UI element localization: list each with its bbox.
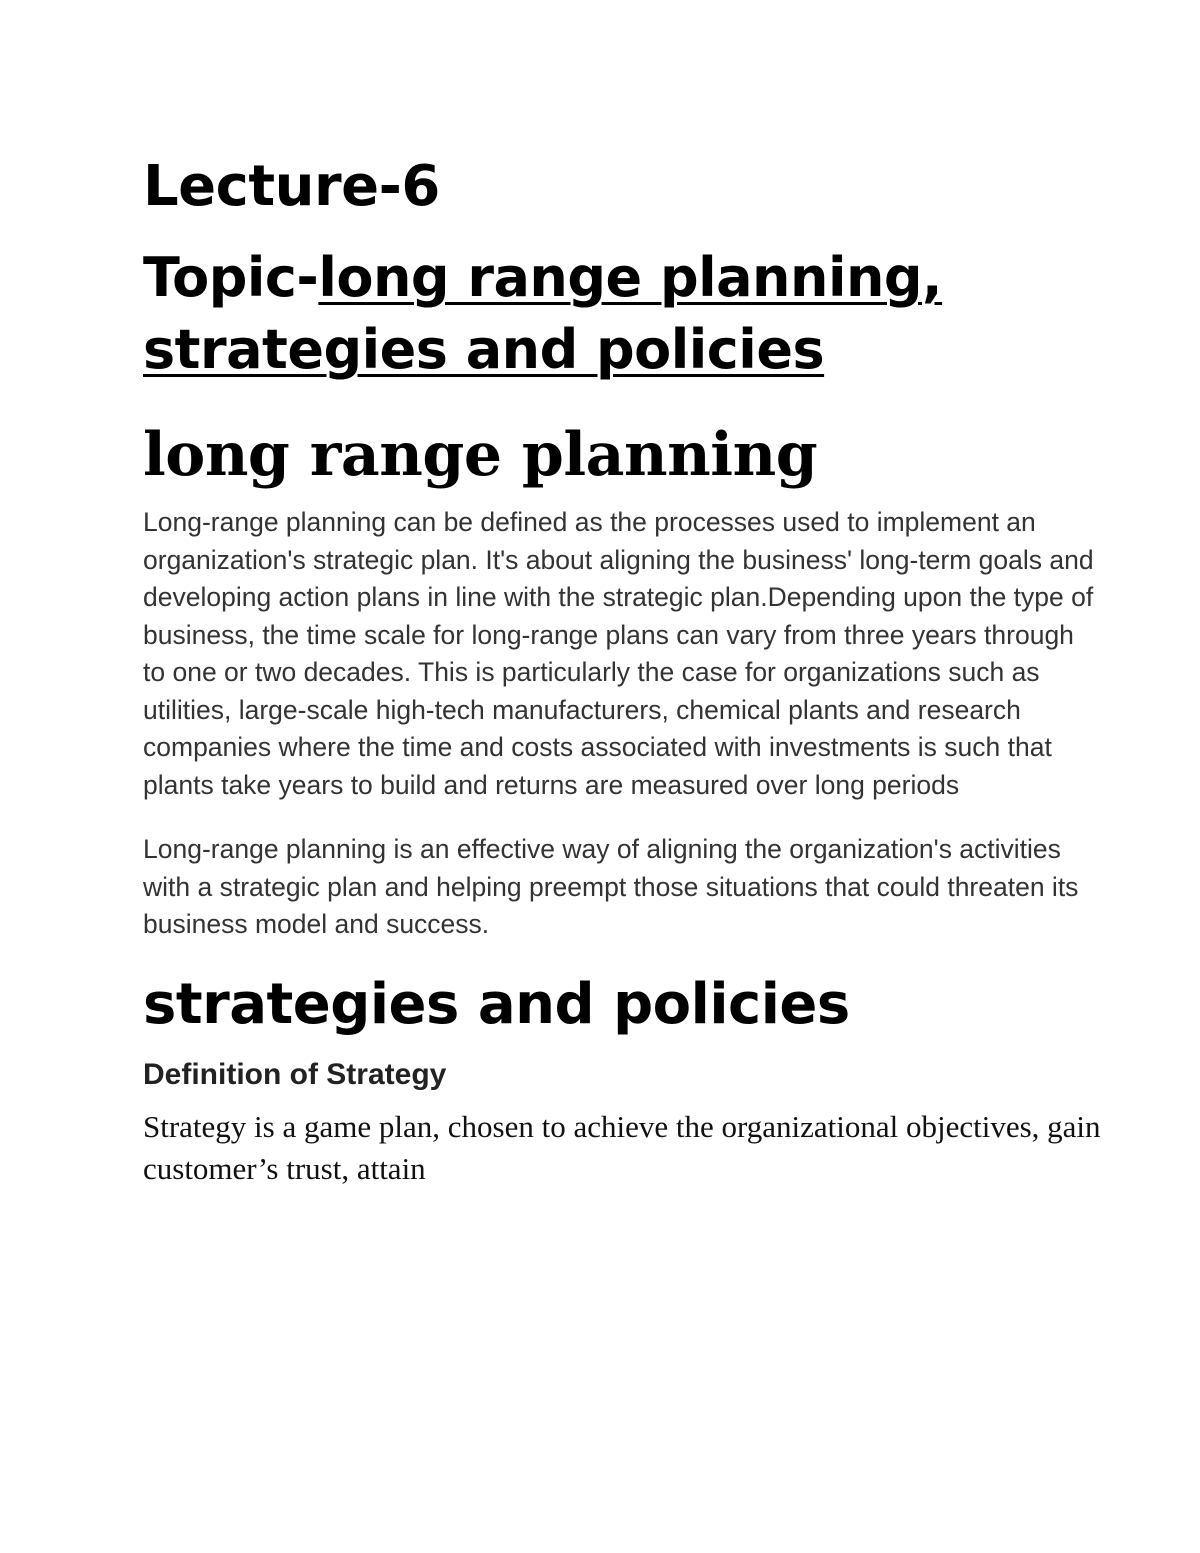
section-heading-long-range-planning: long range planning: [143, 420, 818, 490]
section-heading-strategies-policies: strategies and policies: [143, 971, 850, 1037]
paragraph-strategy-definition: Strategy is a game plan, chosen to achieve the organizational objectives, gain customer’s trust, attain: [143, 1108, 1101, 1186]
document-page: [143, 150, 1103, 1190]
topic-heading: [143, 242, 1103, 386]
topic-text: long range planning, strategies and policies: [143, 246, 943, 381]
topic-prefix: Topic-: [143, 246, 319, 309]
subheading-definition-of-strategy: Definition of Strategy: [143, 1057, 447, 1091]
lecture-title: Lecture-6: [143, 154, 440, 219]
paragraph-long-range-benefits: Long-range planning is an effective way of aligning the organization's activities with a strategic plan and helping preempt those situations that could threaten its business model and success.: [143, 834, 1079, 939]
paragraph-long-range-definition: Long-range planning can be defined as the processes used to implement an organization's strategic plan. It's about aligning the business' long-term goals and developing action plans in line with the strategic plan.Depending upon the type of business, the time scale for long-range plans can vary from three years through to one or two decades. This is particularly the case for organizations such as utilities, large-scale high-tech manufacturers, chemical plants and research companies where the time and costs associated with investments is such that plants take years to build and returns are measured over long periods: [143, 507, 1094, 800]
